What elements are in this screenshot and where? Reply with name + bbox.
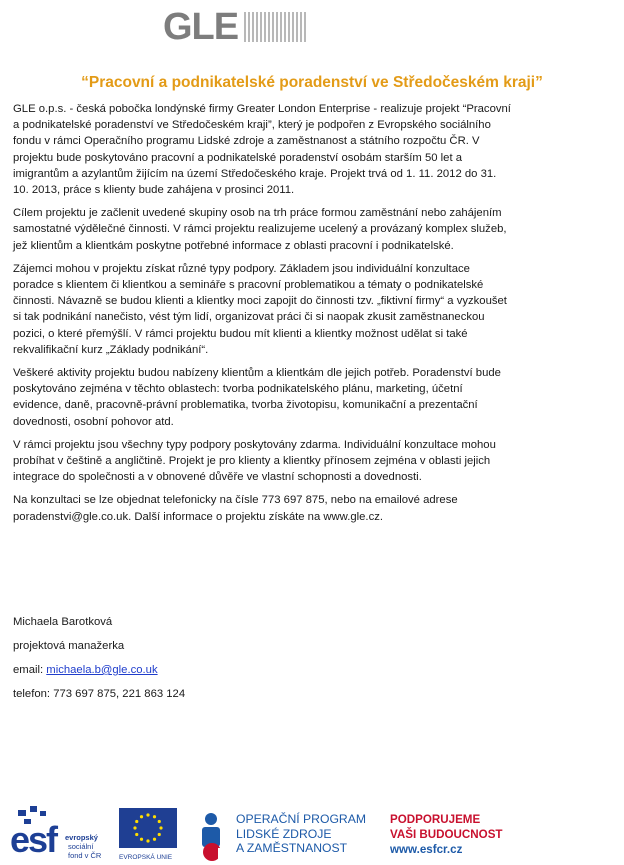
esf-line-2: sociální xyxy=(68,842,94,851)
esf-line-3: fond v ČR xyxy=(68,851,102,860)
eu-star xyxy=(140,815,143,818)
op-line-2: LIDSKÉ ZDROJE xyxy=(236,826,332,841)
eu-star xyxy=(158,820,161,823)
paragraph-contact: Na konzultaci se lze objednat telefonicky na čísle 773 697 875, nebo na emailové adrese poradenstvi@gle.co.uk. Další informace o projektu získáte na www.gle.cz. xyxy=(13,494,458,523)
eu-star xyxy=(153,838,156,841)
op-line-1: OPERAČNÍ PROGRAM xyxy=(236,812,367,826)
logo-bars-graphic xyxy=(244,12,308,42)
paragraph-intro: GLE o.p.s. - česká pobočka londýnské firmy Greater London Enterprise - realizuje projekt “Pracovní a podnikatelské poradenství ve Středočeském kraji”, který je podpořen z Evropského sociálního fondu v rámci Operačního programu Lidské zdroje a zaměstnanost a státního rozpočtu ČR. V projektu bude poskytováno pracovní a podnikatelské poradenství osobám starším 50 let a imigrantům a azylantům žijícím na území Středočeského kraje. Projekt trvá od 1. 11. 2012 do 31. 10. 2013, práce s klienty bude zahájena v prosinci 2011. xyxy=(13,103,511,197)
signature-phone: telefon: 773 697 875, 221 863 124 xyxy=(13,688,186,700)
eu-star xyxy=(135,833,138,836)
gle-logo xyxy=(163,6,335,48)
eu-star xyxy=(146,839,149,842)
signature-role: projektová manažerka xyxy=(13,640,125,652)
email-label: email: xyxy=(13,664,47,676)
op-person-icon xyxy=(202,812,232,862)
paragraph-goal: Cílem projektu je začlenit uvedené skupiny osob na trh práce formou zaměstnání nebo zahájením samostatné výdělečné činnosti. V rámci projektu realizujeme ucelený a provázaný komplex služeb, jež klientům a klientkám poskytne potřebné informace z oblasti pracovní i podnikatelské. xyxy=(13,207,507,252)
eu-star xyxy=(133,826,136,829)
footer-logos xyxy=(10,806,510,862)
esf-eu-logo xyxy=(10,806,185,862)
paragraph-support: Zájemci mohou v projektu získat různé typy podpory. Základem jsou individuální konzultace poradce s klientem či klientkou a semináře s pracovní problematikou a tématy o podnikatelské činnosti. Návazně se budou klienti a klientky moci zapojit do činnosti tzv. „fiktivní firmy“ a vyzkoušet si tak podnikání nanečisto, vést tým lidí, organizovat práci či si naopak zkusit zaměstnaneckou pozici, o které přemýšlí. V rámci projektu budou mít klienti a klientky možnost udělat si také rekvalifikační kurz „Základy podnikání“. xyxy=(13,262,507,356)
eu-star xyxy=(146,813,149,816)
support-line-2: VAŠI BUDOUCNOST xyxy=(390,828,503,841)
paragraph-free: V rámci projektu jsou všechny typy podpory poskytovány zdarma. Individuální konzultace mohou probíhat v češtině a angličtině. Projekt je pro klienty a klientky přínosem zejména v oblasti jejich integrace do společnosti a v obnovené důvěře ve vlastní schopnosti a dovednosti. xyxy=(13,438,496,484)
eu-star xyxy=(153,815,156,818)
signature-block xyxy=(13,614,185,710)
op-line-3: A ZAMĚSTNANOST xyxy=(236,841,348,855)
eu-label: EVROPSKÁ UNIE xyxy=(119,854,173,861)
signature-name: Michaela Barotková xyxy=(13,616,113,628)
document-body xyxy=(13,101,513,532)
support-line-1: PODPORUJEME xyxy=(390,813,481,826)
signature-email-line xyxy=(13,662,185,686)
support-url: www.esfcr.cz xyxy=(390,843,463,856)
op-lzz-logo xyxy=(202,812,382,862)
op-text xyxy=(236,812,366,856)
eu-star xyxy=(159,826,162,829)
eu-star xyxy=(158,833,161,836)
eu-star xyxy=(135,820,138,823)
paragraph-activities: Veškeré aktivity projektu budou nabízeny klientům a klientkám dle jejich potřeb. Poradenství bude poskytováno zejména v těchto oblastech: tvorba podnikatelského plánu, marketing, účetní evidence, daně, pracovně-právní problematika, tvorba životopisu, komunikační a prezentační dovednosti, osobní pohovor atd. xyxy=(13,367,501,428)
email-link[interactable]: michaela.b@gle.co.uk xyxy=(46,664,158,676)
document-title: “Pracovní a podnikatelské poradenství ve Středočeském kraji” xyxy=(81,74,543,91)
support-slogan xyxy=(390,812,503,857)
esf-line-1: evropský xyxy=(65,833,98,842)
eu-star xyxy=(140,838,143,841)
esf-letters: esf xyxy=(10,819,57,860)
logo-text: GLE xyxy=(163,6,239,48)
